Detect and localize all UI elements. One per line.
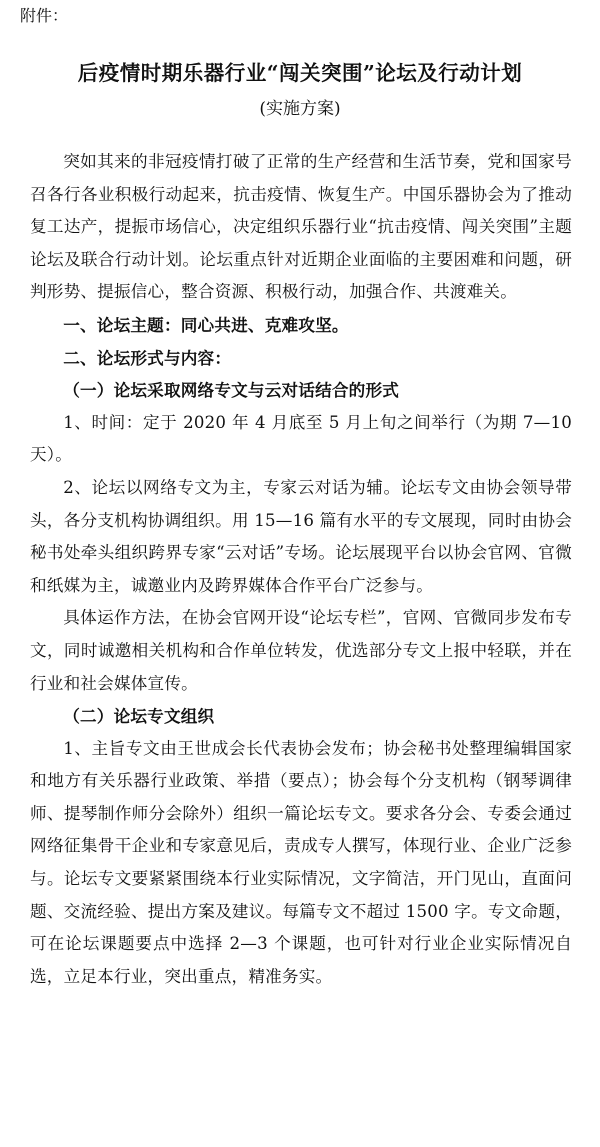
method-paragraph: 具体运作方法，在协会官网开设“论坛专栏”，官网、官微同步发布专文，同时诚邀相关机构和合作单位转发，优选部分专文上报中轻联，并在行业和社会媒体宣传。 [30,608,572,693]
time-paragraph: 1、时间：定于 2020 年 4 月底至 5 月上旬之间举行（为期 7—10 天）。 [30,412,572,465]
format-paragraph: 2、论坛以网络专文为主，专家云对话为辅。论坛专文由协会领导带头，各分支机构协调组织。用 15—16 篇有水平的专文展现，同时由协会秘书处牵头组织跨界专家“云对话”专场。论坛展现平台以协会官网、官微和纸媒为主，诚邀业内及跨界媒体合作平台广泛参与。 [30,477,572,595]
section-heading-theme: 一、论坛主题：同心共进、克难攻坚。 [63,314,349,335]
organization-paragraph: 1、主旨专文由王世成会长代表协会发布；协会秘书处整理编辑国家和地方有关乐器行业政策、举措（要点）；协会每个分支机构（钢琴调律师、提琴制作师分会除外）组织一篇论坛专文。要求各分会、专委会通过网络征集骨干企业和专家意见后，责成专人撰写，体现行业、企业广泛参与。论坛专文要紧紧围绕本行业实际情况，文字简洁，开门见山，直面问题、交流经验、提出方案及建议。每篇专文不超过 1500 字。专文命题，可在论坛课题要点中选择 2—3 个课题，也可针对行业企业实际情况自选，立足本行业，突出重点，精准务实。 [30,738,572,986]
attachment-label: 附件： [20,6,69,25]
subsection-heading-1: （一）论坛采取网络专文与云对话结合的形式 [63,380,400,401]
section-heading-format: 二、论坛形式与内容： [63,347,232,368]
intro-paragraph: 突如其来的非冠疫情打破了正常的生产经营和生活节奏，党和国家号召各行各业积极行动起来，抗击疫情、恢复生产。中国乐器协会为了推动复工达产，提振市场信心，决定组织乐器行业“抗击疫情、闯关突围”主题论坛及联合行动计划。论坛重点针对近期企业面临的主要困难和问题，研判形势、提振信心，整合资源、积极行动，加强合作、共渡难关。 [30,152,572,302]
subsection-heading-2: （二）论坛专文组织 [63,706,215,727]
document-body [30,146,572,993]
document-subtitle: (实施方案) [259,99,341,119]
document-title: 后疫情时期乐器行业“闯关突围”论坛及行动计划 [77,61,523,85]
